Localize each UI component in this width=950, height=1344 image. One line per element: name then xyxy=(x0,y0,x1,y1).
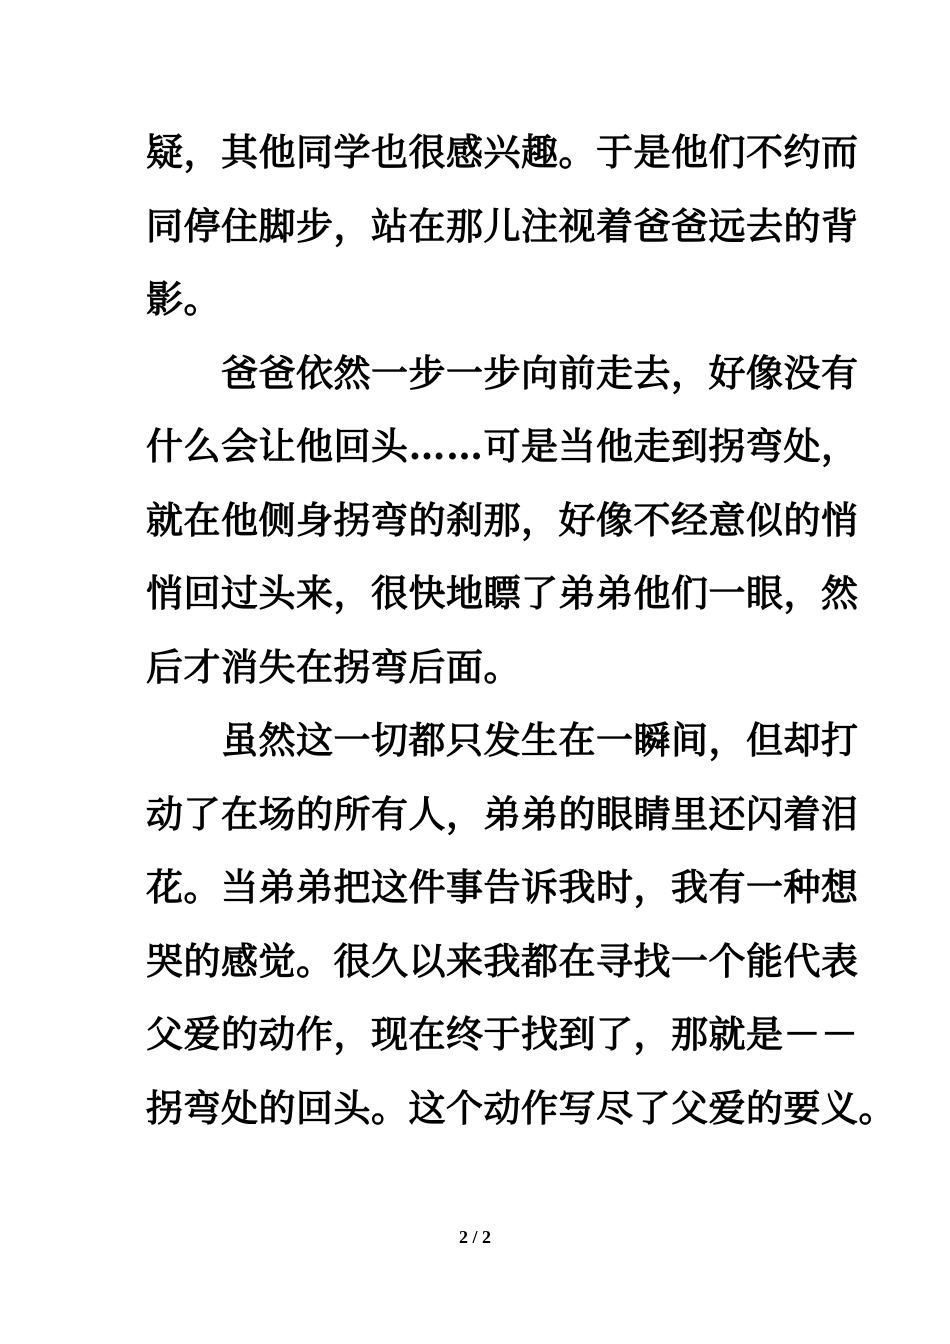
text-line: 父爱的动作，现在终于找到了，那就是－－ xyxy=(146,1012,859,1056)
body-text xyxy=(146,120,896,1149)
text-line: 什么会让他回头……可是当他走到拐弯处， xyxy=(146,424,859,468)
text-line: 疑，其他同学也很感兴趣。于是他们不约而 xyxy=(146,130,859,174)
text-line: 爸爸依然一步一步向前走去，好像没有 xyxy=(146,350,859,395)
text-line: 哭的感觉。很久以来我都在寻找一个能代表 xyxy=(146,938,859,983)
text-line: 后才消失在拐弯后面。 xyxy=(146,644,521,689)
text-line: 影。 xyxy=(146,277,221,321)
text-line: 虽然这一切都只发生在一瞬间，但却打 xyxy=(146,718,859,762)
text-line: 悄回过头来，很快地瞟了弟弟他们一眼，然 xyxy=(146,571,859,615)
text-line: 动了在场的所有人，弟弟的眼睛里还闪着泪 xyxy=(146,791,859,836)
page-number: 2 / 2 xyxy=(458,1227,491,1247)
text-line: 就在他侧身拐弯的刹那，好像不经意似的悄 xyxy=(146,497,859,542)
text-line: 花。当弟弟把这件事告诉我时，我有一种想 xyxy=(146,865,859,909)
text-line: 拐弯处的回头。这个动作写尽了父爱的要义。 xyxy=(146,1085,896,1130)
text-line: 同停住脚步，站在那儿注视着爸爸远去的背 xyxy=(146,203,859,248)
